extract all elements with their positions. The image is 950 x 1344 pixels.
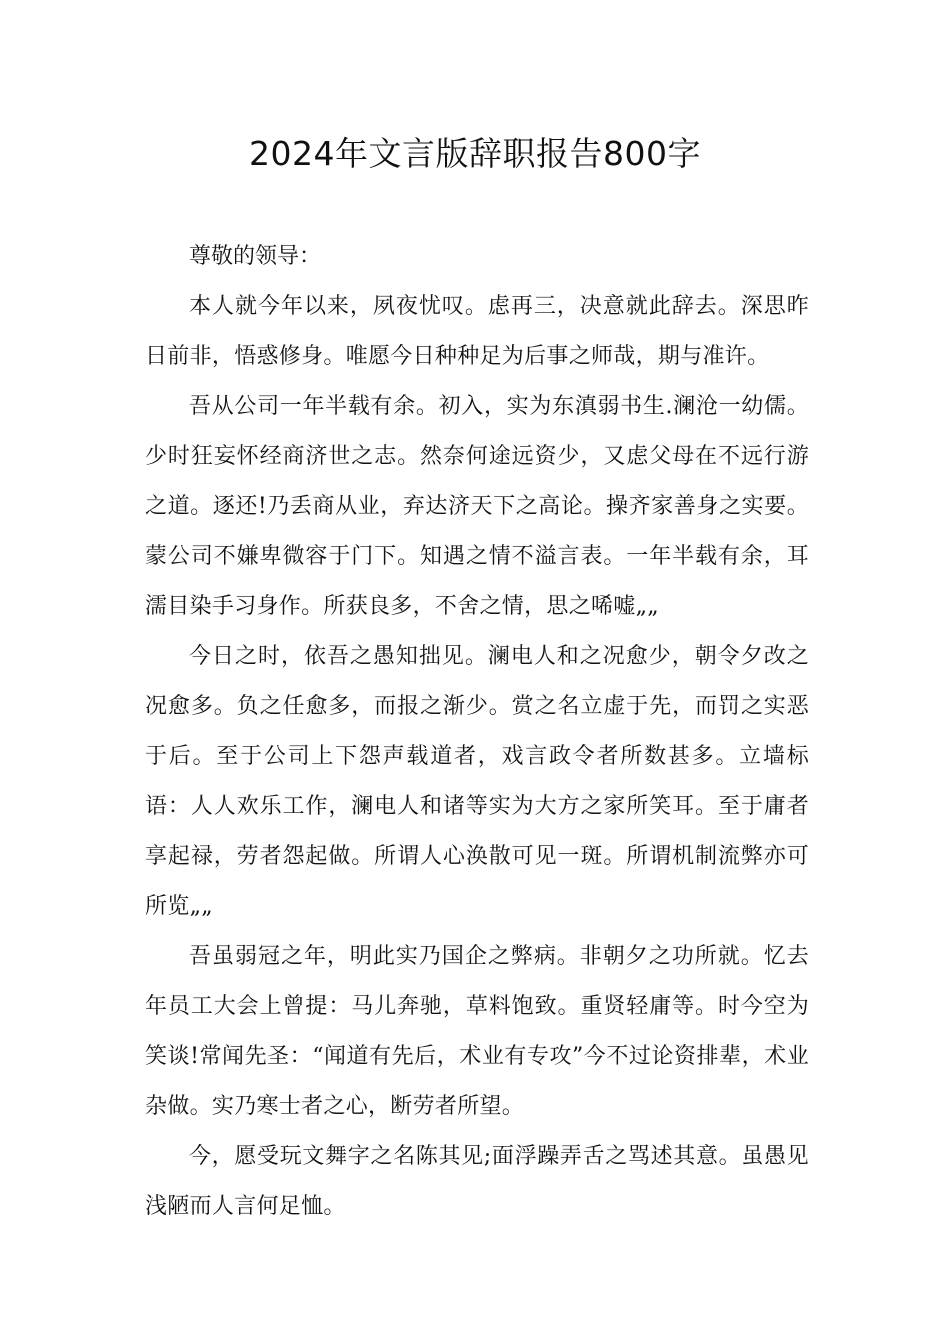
paragraph-1: 本人就今年以来，夙夜忧叹。虑再三，决意就此辞去。深思昨日前非，悟惑修身。唯愿今日种种足为后事之师哉，期与准许。: [145, 294, 809, 369]
paragraph-5: 今，愿受玩文舞字之名陈其见;面浮躁弄舌之骂述其意。虽愚见浅陋而人言何足恤。: [145, 1144, 809, 1219]
document-body: [145, 232, 809, 1232]
paragraph-3: 今日之时，依吾之愚知拙见。澜电人和之况愈少，朝令夕改之况愈多。负之任愈多，而报之渐少。赏之名立虚于先，而罚之实恶于后。至于公司上下怨声载道者，戏言政令者所数甚多。立墙标语：人人欢乐工作，澜电人和诸等实为大方之家所笑耳。至于庸者享起禄，劳者怨起做。所谓人心涣散可见一斑。所谓机制流弊亦可所览„„: [145, 644, 809, 919]
salutation: 尊敬的领导：: [189, 244, 322, 269]
paragraph-2: 吾从公司一年半载有余。初入，实为东滇弱书生.澜沧一幼儒。少时狂妄怀经商济世之志。然奈何途远资少，又虑父母在不远行游之道。逐还!乃丢商从业，弃达济天下之高论。操齐家善身之实要。蒙公司不嫌卑微容于门下。知遇之情不溢言表。一年半载有余，耳濡目染手习身作。所获良多，不舍之情，思之唏嘘„„: [145, 394, 809, 619]
document-title: 2024年文言版辞职报告800字: [249, 134, 701, 173]
paragraph-4: 吾虽弱冠之年，明此实乃国企之弊病。非朝夕之功所就。忆去年员工大会上曾提：马儿奔驰，草料饱致。重贤轻庸等。时今空为笑谈!常闻先圣：“闻道有先后，术业有专攻”今不过论资排辈，术业杂做。实乃寒士者之心，断劳者所望。: [145, 944, 809, 1119]
